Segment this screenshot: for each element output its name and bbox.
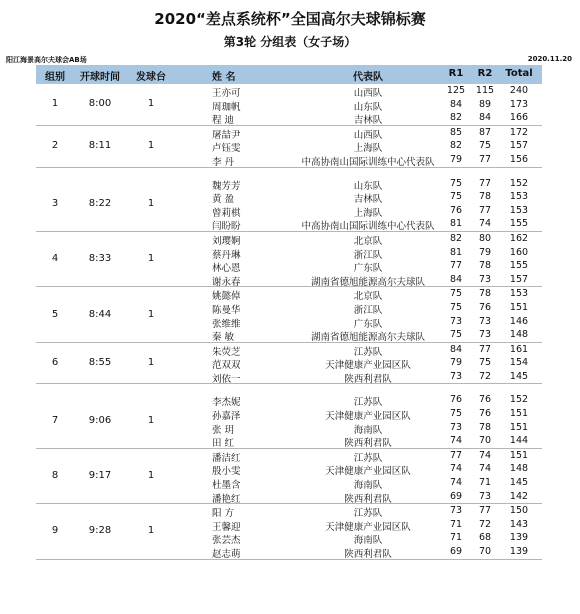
tee-number: 1 <box>147 140 155 152</box>
player-total: 153 <box>509 288 529 300</box>
player-team: 上海队 <box>353 143 383 155</box>
player-row <box>36 328 542 342</box>
player-r1: 79 <box>449 153 463 165</box>
player-row <box>36 518 542 532</box>
player-r2: 74 <box>478 218 492 230</box>
player-r2: 73 <box>478 273 492 285</box>
group-number: 2 <box>51 140 59 152</box>
player-r1: 77 <box>449 260 463 272</box>
player-r2: 77 <box>478 505 492 517</box>
header-time: 开球时间 <box>80 72 120 83</box>
player-r2: 76 <box>478 394 492 406</box>
tee-time: 8:33 <box>88 253 112 265</box>
player-r2: 80 <box>478 232 492 244</box>
player-r1: 125 <box>446 85 466 96</box>
group-number: 7 <box>51 414 59 426</box>
player-r2: 73 <box>478 490 492 502</box>
tee-number: 1 <box>147 308 155 320</box>
player-name: 张 玥 <box>212 424 235 436</box>
player-r2: 75 <box>478 357 492 369</box>
player-team: 江苏队 <box>353 397 383 409</box>
player-name: 屠喆尹 <box>212 129 241 141</box>
player-r2: 77 <box>478 204 492 216</box>
page-subtitle: 第3轮 分组表（女子场） <box>223 35 357 49</box>
player-row <box>36 462 542 476</box>
player-team: 中高协南山国际训练中心代表队 <box>301 221 435 233</box>
player-total: 153 <box>509 204 529 216</box>
player-row <box>36 287 542 301</box>
player-total: 145 <box>509 477 529 489</box>
player-total: 145 <box>509 370 529 382</box>
player-team: 天津健康产业园区队 <box>325 411 411 423</box>
player-row <box>36 315 542 329</box>
player-name: 李 丹 <box>212 156 235 168</box>
header-r1: R1 <box>448 68 464 79</box>
player-row <box>36 504 542 518</box>
player-name: 黄 盈 <box>212 194 235 206</box>
player-r2: 78 <box>478 191 492 203</box>
player-total: 157 <box>509 273 529 285</box>
player-row <box>36 217 542 231</box>
player-total: 143 <box>509 518 529 530</box>
tee-time: 8:11 <box>88 140 112 152</box>
player-r2: 74 <box>478 463 492 475</box>
group-block <box>36 232 542 287</box>
player-total: 148 <box>509 329 529 341</box>
player-row <box>36 343 542 357</box>
player-total: 162 <box>509 232 529 244</box>
header-name: 姓 名 <box>212 72 236 83</box>
player-team: 北京队 <box>353 291 383 303</box>
group-block <box>36 84 542 126</box>
player-total: 156 <box>509 153 529 165</box>
player-r1: 75 <box>449 288 463 300</box>
player-team: 吉林队 <box>353 194 383 206</box>
player-name: 魏芳芳 <box>212 180 241 192</box>
player-r2: 76 <box>478 408 492 420</box>
player-row <box>36 393 542 407</box>
header-group: 组别 <box>45 72 65 83</box>
player-r2: 77 <box>478 177 492 189</box>
group-block <box>36 168 542 232</box>
player-name: 孙嘉泽 <box>212 411 241 423</box>
player-team: 海南队 <box>353 535 383 547</box>
player-r2: 70 <box>478 546 492 557</box>
player-r1: 75 <box>449 191 463 203</box>
player-name: 阳 方 <box>212 508 235 520</box>
pairings-table <box>36 84 542 560</box>
player-name: 田 红 <box>212 438 235 450</box>
player-r1: 82 <box>449 140 463 152</box>
player-team: 上海队 <box>353 207 383 219</box>
player-name: 程 迪 <box>212 115 235 127</box>
player-name: 曾莉棋 <box>212 207 241 219</box>
player-team: 湖南省德旭能源高尔夫球队 <box>310 332 426 344</box>
header-team: 代表队 <box>353 72 383 83</box>
player-row <box>36 421 542 435</box>
date-label: 2020.11.20 <box>527 55 572 63</box>
player-r2: 73 <box>478 315 492 327</box>
tee-number: 1 <box>147 357 155 369</box>
player-total: 161 <box>509 343 529 355</box>
tee-time: 9:06 <box>88 414 112 426</box>
player-name: 刘依一 <box>212 373 241 385</box>
player-r1: 75 <box>449 301 463 313</box>
group-block <box>36 343 542 385</box>
player-r1: 73 <box>449 315 463 327</box>
player-r1: 82 <box>449 232 463 244</box>
player-r2: 68 <box>478 532 492 544</box>
player-r1: 74 <box>449 463 463 475</box>
player-r2: 77 <box>478 343 492 355</box>
player-row <box>36 246 542 260</box>
player-r2: 78 <box>478 288 492 300</box>
player-r1: 85 <box>449 126 463 138</box>
player-team: 吉林队 <box>353 115 383 127</box>
player-r2: 78 <box>478 421 492 433</box>
player-total: 155 <box>509 218 529 230</box>
player-r1: 74 <box>449 477 463 489</box>
player-r1: 75 <box>449 408 463 420</box>
player-name: 王亦可 <box>212 88 241 99</box>
player-name: 刘璎婀 <box>212 235 241 247</box>
player-row <box>36 476 542 490</box>
tee-time: 8:22 <box>88 197 112 209</box>
player-name: 殷小雯 <box>212 466 241 478</box>
player-name: 秦 敏 <box>212 332 235 344</box>
tee-number: 1 <box>147 525 155 537</box>
player-r2: 77 <box>478 153 492 165</box>
player-total: 154 <box>509 357 529 369</box>
player-row <box>36 531 542 545</box>
player-row <box>36 232 542 246</box>
player-row <box>36 259 542 273</box>
player-r1: 84 <box>449 273 463 285</box>
player-r1: 73 <box>449 421 463 433</box>
player-row <box>36 407 542 421</box>
player-r1: 73 <box>449 370 463 382</box>
tee-time: 8:44 <box>88 308 112 320</box>
tee-time: 9:28 <box>88 525 112 537</box>
player-total: 148 <box>509 463 529 475</box>
player-total: 151 <box>509 449 529 461</box>
player-total: 142 <box>509 490 529 502</box>
player-row <box>36 449 542 463</box>
player-r1: 69 <box>449 490 463 502</box>
player-name: 卢钰雯 <box>212 143 241 155</box>
group-block <box>36 384 542 448</box>
player-team: 广东队 <box>353 318 383 330</box>
tee-time: 8:00 <box>88 98 112 110</box>
tee-time: 9:17 <box>88 470 112 482</box>
player-total: 144 <box>509 435 529 447</box>
header-tee: 发球台 <box>136 72 166 83</box>
player-r1: 76 <box>449 204 463 216</box>
player-r1: 74 <box>449 435 463 447</box>
group-number: 1 <box>51 98 59 110</box>
player-row <box>36 204 542 218</box>
player-team: 山东队 <box>353 180 383 192</box>
player-team: 江苏队 <box>353 452 383 464</box>
tee-number: 1 <box>147 414 155 426</box>
player-row <box>36 545 542 559</box>
table-header <box>36 65 542 84</box>
player-team: 湖南省德旭能源高尔夫球队 <box>310 276 426 288</box>
player-total: 157 <box>509 140 529 152</box>
player-team: 天津健康产业园区队 <box>325 521 411 533</box>
player-r1: 75 <box>449 177 463 189</box>
player-r1: 71 <box>449 518 463 530</box>
player-row <box>36 177 542 191</box>
player-r1: 81 <box>449 246 463 258</box>
player-r2: 87 <box>478 126 492 138</box>
player-row <box>36 190 542 204</box>
tee-number: 1 <box>147 470 155 482</box>
player-row <box>36 84 542 98</box>
player-team: 天津健康产业园区队 <box>325 466 411 478</box>
player-name: 林心恩 <box>212 263 241 275</box>
tee-number: 1 <box>147 197 155 209</box>
group-number: 8 <box>51 470 59 482</box>
player-name: 李杰妮 <box>212 397 241 409</box>
player-total: 152 <box>509 394 529 406</box>
player-r2: 89 <box>478 98 492 110</box>
player-r1: 77 <box>449 449 463 461</box>
group-number: 3 <box>51 197 59 209</box>
player-total: 153 <box>509 191 529 203</box>
group-number: 6 <box>51 357 59 369</box>
player-name: 潘洁红 <box>212 452 241 464</box>
player-name: 周珈帆 <box>212 101 241 113</box>
player-name: 赵志萌 <box>212 549 241 560</box>
player-total: 151 <box>509 301 529 313</box>
player-row <box>36 356 542 370</box>
player-team: 北京队 <box>353 235 383 247</box>
venue-label: 阳江海景高尔夫球会AB场 <box>6 56 87 64</box>
player-r1: 81 <box>449 218 463 230</box>
player-name: 杜墨含 <box>212 480 241 492</box>
page-title: 2020“差点系统杯”全国高尔夫球锦标赛 <box>154 10 426 28</box>
player-r2: 72 <box>478 518 492 530</box>
player-team: 浙江队 <box>353 304 383 316</box>
player-r2: 70 <box>478 435 492 447</box>
player-team: 山西队 <box>353 129 383 141</box>
player-team: 陕西利君队 <box>344 549 392 560</box>
player-name: 姚懿倬 <box>212 291 241 303</box>
player-total: 172 <box>509 126 529 138</box>
player-r2: 84 <box>478 112 492 124</box>
player-total: 146 <box>509 315 529 327</box>
player-r2: 73 <box>478 329 492 341</box>
player-r1: 84 <box>449 98 463 110</box>
player-total: 151 <box>509 408 529 420</box>
player-total: 166 <box>509 112 529 124</box>
player-row <box>36 490 542 504</box>
player-name: 谢永春 <box>212 276 241 288</box>
player-r1: 79 <box>449 357 463 369</box>
player-row <box>36 273 542 287</box>
group-block <box>36 126 542 168</box>
player-name: 张芸杰 <box>212 535 241 547</box>
player-team: 江苏队 <box>353 508 383 520</box>
player-r1: 71 <box>449 532 463 544</box>
player-name: 张维维 <box>212 318 241 330</box>
player-name: 朱荧芝 <box>212 346 241 358</box>
player-r2: 71 <box>478 477 492 489</box>
group-number: 5 <box>51 308 59 320</box>
player-name: 潘艳红 <box>212 493 241 505</box>
player-r1: 69 <box>449 546 463 557</box>
player-name: 陈曼华 <box>212 304 241 316</box>
player-row <box>36 153 542 167</box>
player-team: 广东队 <box>353 263 383 275</box>
player-r2: 74 <box>478 449 492 461</box>
player-name: 范双双 <box>212 360 241 372</box>
group-block <box>36 449 542 504</box>
player-r2: 72 <box>478 370 492 382</box>
player-name: 闫盼盼 <box>212 221 241 233</box>
player-total: 151 <box>509 421 529 433</box>
tee-number: 1 <box>147 98 155 110</box>
player-r1: 76 <box>449 394 463 406</box>
player-team: 浙江队 <box>353 249 383 261</box>
group-block <box>36 287 542 342</box>
group-block <box>36 504 542 559</box>
header-r2: R2 <box>477 68 493 79</box>
player-team: 中高协南山国际训练中心代表队 <box>301 156 435 168</box>
player-team: 江苏队 <box>353 346 383 358</box>
player-team: 海南队 <box>353 424 383 436</box>
player-row <box>36 126 542 140</box>
player-total: 173 <box>509 98 529 110</box>
player-r1: 73 <box>449 505 463 517</box>
player-total: 160 <box>509 246 529 258</box>
player-r1: 84 <box>449 343 463 355</box>
player-total: 155 <box>509 260 529 272</box>
player-r2: 79 <box>478 246 492 258</box>
player-r2: 78 <box>478 260 492 272</box>
player-r1: 75 <box>449 329 463 341</box>
player-row <box>36 301 542 315</box>
group-number: 9 <box>51 525 59 537</box>
player-total: 240 <box>509 85 529 96</box>
player-r1: 82 <box>449 112 463 124</box>
player-team: 陕西利君队 <box>344 438 392 450</box>
player-team: 陕西利君队 <box>344 373 392 385</box>
player-team: 山西队 <box>353 88 383 99</box>
player-total: 139 <box>509 546 529 557</box>
player-total: 150 <box>509 505 529 517</box>
player-team: 山东队 <box>353 101 383 113</box>
tee-time: 8:55 <box>88 357 112 369</box>
tee-number: 1 <box>147 253 155 265</box>
player-row <box>36 111 542 125</box>
header-total: Total <box>505 68 533 79</box>
group-number: 4 <box>51 253 59 265</box>
player-r2: 115 <box>475 85 495 96</box>
player-name: 王馨迎 <box>212 521 241 533</box>
player-row <box>36 139 542 153</box>
player-row <box>36 98 542 112</box>
player-name: 蔡丹琳 <box>212 249 241 261</box>
player-r2: 75 <box>478 140 492 152</box>
player-total: 152 <box>509 177 529 189</box>
player-r2: 76 <box>478 301 492 313</box>
player-total: 139 <box>509 532 529 544</box>
player-team: 陕西利君队 <box>344 493 392 505</box>
player-row <box>36 434 542 448</box>
player-team: 海南队 <box>353 480 383 492</box>
player-row <box>36 370 542 384</box>
player-team: 天津健康产业园区队 <box>325 360 411 372</box>
